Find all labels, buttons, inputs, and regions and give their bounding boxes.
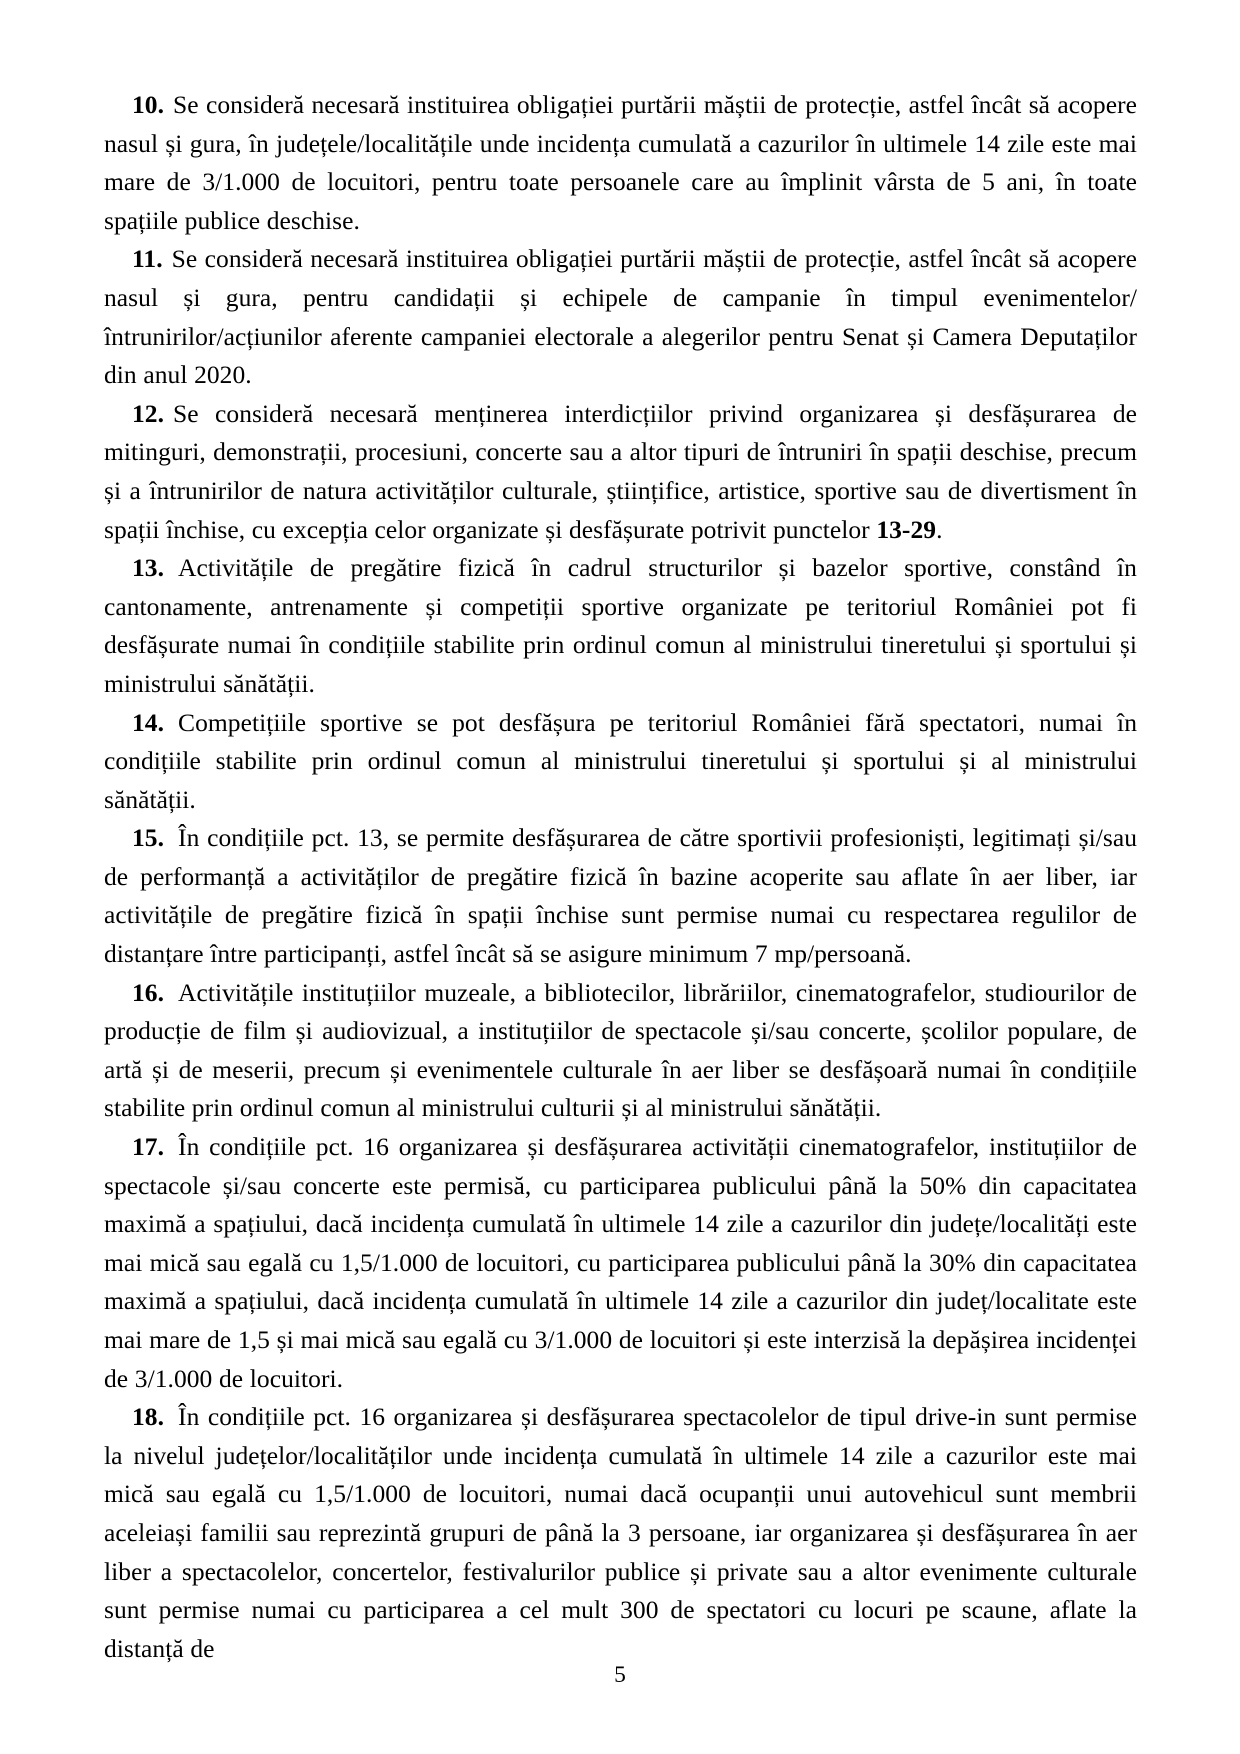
paragraph-number-18: 18. (132, 1402, 165, 1432)
paragraph-text-17: În condițiile pct. 16 organizarea și desfășurarea activității cinematografelor, instituțiilor de spectacole și/sau concerte este permisă, cu participarea publicului până la 50% din capacitatea maximă a spațiului, dacă incidența cumulată în ultimele 14 zile a cazurilor din județe/localități este mai mică sau egală cu 1,5/1.000 de locuitori, cu participarea publicului până la 30% din capacitatea maximă a spațiului, dacă incidența cumulată în ultimele 14 zile a cazurilor din județ/localitate este mai mare de 1,5 și mai mică sau egală cu 3/1.000 de locuitori și este interzisă la depășirea incidenței de 3/1.000 de locuitori. (104, 1132, 1137, 1393)
paragraph-number-10: 10. (132, 90, 165, 119)
paragraph-18 (104, 1398, 1137, 1668)
paragraph-number-17: 17. (132, 1132, 165, 1162)
paragraph-number-16: 16. (132, 977, 165, 1007)
paragraph-13 (104, 549, 1137, 703)
paragraph-text-10: Se consideră necesară instituirea obligației purtării măștii de protecție, astfel încât să acopere nasul și gura, în județele/localitățile unde incidența cumulată a cazurilor în ultimele 14 zile este mai mare de 3/1.000 de locuitori, pentru toate persoanele care au împlinit vârsta de 5 ani, în toate spațiile publice deschise. (104, 90, 1137, 235)
paragraph-16 (104, 974, 1137, 1128)
paragraph-text-18: În condițiile pct. 16 organizarea și desfășurarea spectacolelor de tipul drive-in sunt permise la nivelul județelor/localităților unde incidența cumulată în ultimele 14 zile a cazurilor este mai mică sau egală cu 1,5/1.000 de locuitori, numai dacă ocupanții unui autovehicul sunt membrii aceleiași familii sau reprezintă grupuri de până la 3 persoane, iar organizarea și desfășurarea în aer liber a spectacolelor, concertelor, festivalurilor publice și private sau a altor evenimente culturale sunt permise numai cu participarea a cel mult 300 de spectatori cu locuri pe scaune, aflate la distanță de (104, 1402, 1137, 1663)
paragraph-text-12-before: Se consideră necesară menținerea interdicțiilor privind organizarea și desfășurarea de mitinguri, demonstrații, procesiuni, concerte sau a altor tipuri de întruniri în spații deschise, precum și a întrunirilor de natura activităților culturale, științifice, artistice, sportive sau de divertisment în spații închise, cu excepția celor organizate și desfășurate potrivit punctelor (104, 398, 1137, 544)
paragraph-14 (104, 704, 1137, 820)
paragraph-text-15: În condițiile pct. 13, se permite desfășurarea de către sportivii profesioniști, legitimați și/sau de performanță a activităților de pregătire fizică în bazine acoperite sau aflate în aer liber, iar activitățile de pregătire fizică în spații închise sunt permise numai cu respectarea regulilor de distanțare între participanți, astfel încât să se asigure minimum 7 mp/persoană. (104, 823, 1137, 969)
document-body (104, 86, 1137, 1668)
point-range-reference: 13-29 (876, 514, 937, 544)
paragraph-text-14: Competițiile sportive se pot desfășura pe teritoriul României fără spectatori, numai în condițiile stabilite prin ordinul comun al ministrului tineretului și sportului și al ministrului sănătății. (104, 707, 1137, 814)
page-number: 5 (614, 1662, 626, 1688)
paragraph-number-13: 13. (132, 553, 165, 583)
paragraph-number-11: 11. (132, 244, 163, 274)
paragraph-text-16: Activitățile instituțiilor muzeale, a bibliotecilor, librăriilor, cinematografelor, studiourilor de producție de film și audiovizual, a instituțiilor de spectacole și/sau concerte, școlilor populare, de artă și de meserii, precum și evenimentele culturale în aer liber se desfășoară numai în condițiile stabilite prin ordinul comun al ministrului culturii și al ministrului sănătății. (104, 977, 1137, 1123)
paragraph-15 (104, 819, 1137, 973)
paragraph-number-15: 15. (132, 823, 165, 853)
paragraph-12 (104, 395, 1137, 549)
paragraph-17 (104, 1128, 1137, 1398)
paragraph-text-13: Activitățile de pregătire fizică în cadrul structurilor și bazelor sportive, constând în cantonamente, antrenamente și competiții sportive organizate pe teritoriul României pot fi desfășurate numai în condițiile stabilite prin ordinul comun al ministrului tineretului și sportului și ministrului sănătății. (104, 553, 1137, 698)
paragraph-10 (104, 86, 1137, 240)
paragraph-11 (104, 240, 1137, 394)
paragraph-text-12-after: . (936, 514, 943, 544)
paragraph-number-14: 14. (132, 707, 165, 737)
paragraph-text-11: Se consideră necesară instituirea obligației purtării măștii de protecție, astfel încât să acopere nasul și gura, pentru candidații și echipele de campanie în timpul evenimentelor/întrunirilor/acțiunilor aferente campaniei electorale a alegerilor pentru Senat și Camera Deputaților din anul 2020. (104, 244, 1137, 390)
paragraph-number-12: 12. (132, 398, 165, 428)
